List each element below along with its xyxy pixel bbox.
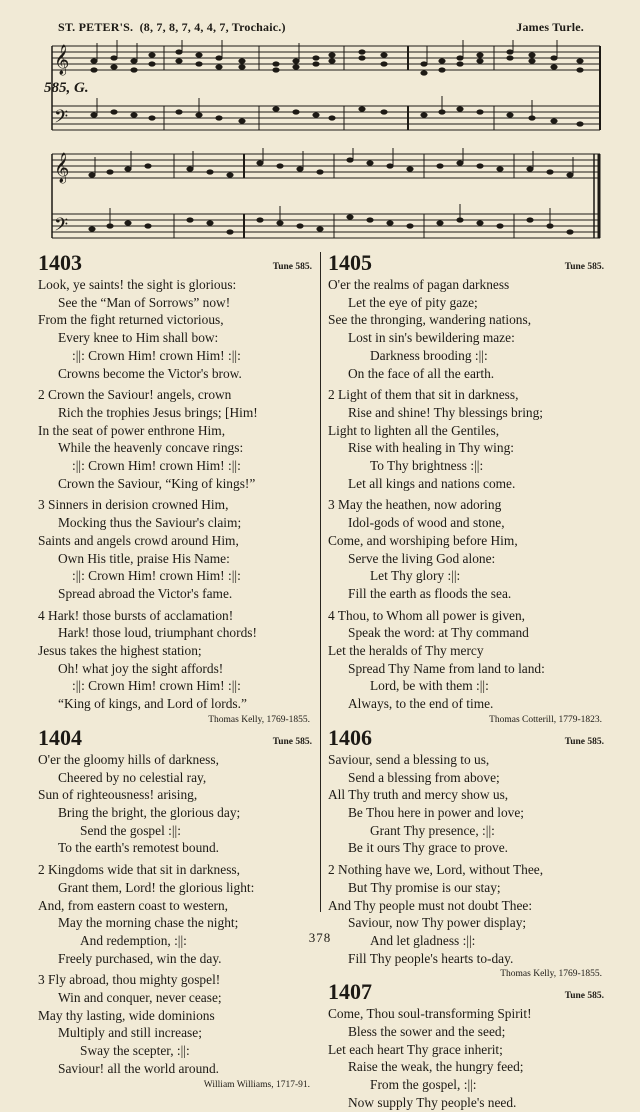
hymn-tune-ref: Tune 585. (564, 262, 604, 272)
hymn-line: 4 Thou, to Whom all power is given, (328, 607, 525, 623)
hymn-line: Lost in sin's bewildering maze: (348, 330, 515, 346)
hymn-line: Speak the word: at Thy command (348, 625, 529, 641)
hymn-line: Rise and shine! Thy blessings bring; (348, 404, 544, 420)
tune-title (58, 20, 286, 35)
hymn-tune-ref: Tune 585. (564, 736, 604, 747)
hymn-tune-ref: Tune 585. (272, 262, 312, 272)
hymn-line: And let gladness :||: (370, 932, 476, 948)
hymn-line: Now supply Thy people's need. (348, 1094, 517, 1110)
music-system-1 (44, 40, 604, 136)
hymn-line: Bring the bright, the glorious day; (58, 804, 241, 820)
hymn-line: Serve the living God alone: (348, 550, 496, 566)
hymn-line: Rise with healing in Thy wing: (348, 440, 515, 456)
hymn-line: And Thy people must not doubt Thee: (328, 897, 533, 913)
hymn-line: Send the gospel :||: (80, 822, 181, 838)
hymn-line: But Thy promise is our stay; (348, 879, 501, 895)
hymn-line: Idol-gods of wood and stone, (348, 515, 505, 531)
hymn-author: William Williams, 1717-91. (203, 1079, 310, 1090)
hymn-line: O'er the realms of pagan darkness (328, 277, 510, 292)
hymn-line: 2 Kingdoms wide that sit in darkness, (38, 862, 240, 878)
hymn-line: Crowns become the Victor's brow. (58, 365, 242, 381)
hymn-line: 2 Nothing have we, Lord, without Thee, (328, 862, 544, 878)
column-divider (320, 252, 321, 912)
hymn-line: Multiply and still increase; (58, 1025, 202, 1041)
hymn-line: :||: Crown Him! crown Him! :||: (72, 458, 241, 474)
hymn-line: Hark! those loud, triumphant chords! (58, 625, 257, 641)
hymn-line: Lord, be with them :||: (370, 678, 489, 694)
hymn-number: 1404 (38, 724, 82, 750)
hymn-line: May the morning chase the night; (58, 915, 239, 931)
hymn-line: O'er the gloomy hills of darkness, (38, 751, 219, 767)
hymn-line: Spread abroad the Victor's fame. (58, 585, 233, 601)
hymn-line: :||: Crown Him! crown Him! :||: (72, 678, 241, 694)
hymn-line: :||: Crown Him! crown Him! :||: (72, 568, 241, 584)
hymn-line: Let the heralds of Thy mercy (328, 643, 484, 659)
hymn-line: May thy lasting, wide dominions (38, 1007, 215, 1023)
hymn-line: Saviour, send a blessing to us, (328, 751, 490, 767)
hymn-line: And redemption, :||: (80, 932, 187, 948)
hymn-line: Fill Thy people's hearts to-day. (348, 950, 514, 966)
svg-text:𝄞: 𝄞 (54, 45, 70, 75)
hymn-line: 3 Sinners in derision crowned Him, (38, 497, 229, 513)
hymn-line: Be Thou here in power and love; (348, 804, 525, 820)
tune-composer: James Turle. (516, 20, 584, 34)
hymn-author: Thomas Kelly, 1769-1855. (208, 714, 310, 725)
tune-meter: (8, 7, 8, 7, 4, 4, 7, Trochaic.) (139, 20, 286, 34)
hymn-line: 2 Light of them that sit in darkness, (328, 387, 519, 403)
hymn-tune-ref: Tune 585. (272, 736, 312, 747)
hymn-line: Raise the weak, the hungry feed; (348, 1059, 524, 1075)
hymn-line: Send a blessing from above; (348, 769, 500, 785)
hymn-line: From the fight returned victorious, (38, 312, 224, 328)
hymn-line: Saviour, now Thy power display; (348, 915, 527, 931)
hymn-line: Fill the earth as floods the sea. (348, 585, 512, 601)
hymn-author: Thomas Cotterill, 1779-1823. (489, 714, 602, 725)
hymn-number: 1405 (328, 250, 372, 275)
svg-text:𝄢: 𝄢 (54, 107, 69, 132)
hymn-number: 1407 (328, 979, 372, 1005)
hymn-author: Thomas Kelly, 1769-1855. (500, 969, 602, 980)
music-staves-upper (44, 40, 604, 136)
hymn-line: 3 May the heathen, now adoring (328, 497, 502, 513)
hymn-line: 2 Crown the Saviour! angels, crown (38, 387, 232, 403)
hymn-header (328, 981, 606, 1005)
hymn-line: Crown the Saviour, “King of kings!” (58, 475, 256, 491)
hymn-line: Come, Thou soul-transforming Spirit! (328, 1006, 532, 1022)
hymn-line: Grant them, Lord! the glorious light: (58, 879, 255, 895)
hymn-line: Bless the sower and the seed; (348, 1024, 506, 1040)
left-column (38, 252, 314, 1092)
hymn-line: And, from eastern coast to western, (38, 897, 229, 913)
hymn-line: Come, and worshiping before Him, (328, 532, 518, 548)
hymn-line: See the “Man of Sorrows” now! (58, 294, 231, 310)
hymn-line: Win and conquer, never cease; (58, 990, 222, 1006)
hymn-line: Own His title, praise His Name: (58, 550, 230, 566)
right-column (328, 252, 606, 1112)
hymn-line: Saints and angels crowd around Him, (38, 532, 239, 548)
hymn-tune-ref: Tune 585. (564, 991, 604, 1002)
hymn-header (38, 252, 314, 276)
hymn-line: Saviour! all the world around. (58, 1060, 220, 1076)
hymn-line: Every knee to Him shall bow: (58, 330, 219, 346)
hymn-line: 3 Fly abroad, thou mighty gospel! (38, 972, 221, 988)
hymn-line: Let all kings and nations come. (348, 475, 516, 491)
hymn-line: Let each heart Thy grace inherit; (328, 1041, 503, 1057)
hymn-line: Oh! what joy the sight affords! (58, 660, 224, 676)
hymn-line: 4 Hark! those bursts of acclamation! (38, 607, 234, 623)
svg-text:𝄞: 𝄞 (54, 153, 70, 183)
tune-number: 585, G. (44, 80, 89, 96)
hymn-line: Let the eye of pity gaze; (348, 294, 478, 310)
hymn-line: Freely purchased, win the day. (58, 950, 222, 966)
hymn-line: From the gospel, :||: (370, 1077, 477, 1093)
hymn-number: 1403 (38, 250, 82, 275)
hymn-line: Sun of righteousness! arising, (38, 787, 198, 803)
hymn-header (328, 724, 606, 751)
hymn-line: “King of kings, and Lord of lords.” (58, 696, 247, 712)
hymn-line: Darkness brooding :||: (370, 347, 488, 363)
page-number: 378 (308, 930, 332, 945)
hymn-number: 1406 (328, 724, 372, 750)
hymn-line: To Thy brightness :||: (370, 458, 484, 474)
hymn-line: In the seat of power enthrone Him, (38, 422, 226, 438)
hymn-line: Let Thy glory :||: (370, 568, 461, 584)
hymn-line: To the earth's remotest bound. (58, 840, 220, 856)
hymn-line: Sway the scepter, :||: (80, 1043, 190, 1059)
music-system-2 (44, 148, 604, 244)
hymn-line: On the face of all the earth. (348, 365, 495, 381)
hymn-line: Always, to the end of time. (348, 696, 494, 712)
hymn-line: :||: Crown Him! crown Him! :||: (72, 347, 241, 363)
music-staves-lower (44, 148, 604, 244)
hymn-line: Grant Thy presence, :||: (370, 822, 495, 838)
hymn-line: Spread Thy Name from land to land: (348, 660, 545, 676)
hymn-line: Light to lighten all the Gentiles, (328, 422, 500, 438)
hymn-line: Mocking thus the Saviour's claim; (58, 515, 242, 531)
hymn-header (328, 252, 606, 276)
hymn-line: Jesus takes the highest station; (38, 643, 202, 659)
hymn-header (38, 724, 314, 751)
hymn-line: Be it ours Thy grace to prove. (348, 840, 509, 856)
tune-name: ST. PETER'S. (58, 20, 134, 34)
svg-text:𝄢: 𝄢 (54, 215, 69, 240)
hymn-line: All Thy truth and mercy show us, (328, 787, 509, 803)
hymn-line: Cheered by no celestial ray, (58, 769, 207, 785)
hymn-line: Look, ye saints! the sight is glorious: (38, 277, 237, 292)
hymn-line: While the heavenly concave rings: (58, 440, 244, 456)
hymn-line: Rich the trophies Jesus brings; [Him! (58, 404, 258, 420)
hymn-line: See the thronging, wandering nations, (328, 312, 532, 328)
